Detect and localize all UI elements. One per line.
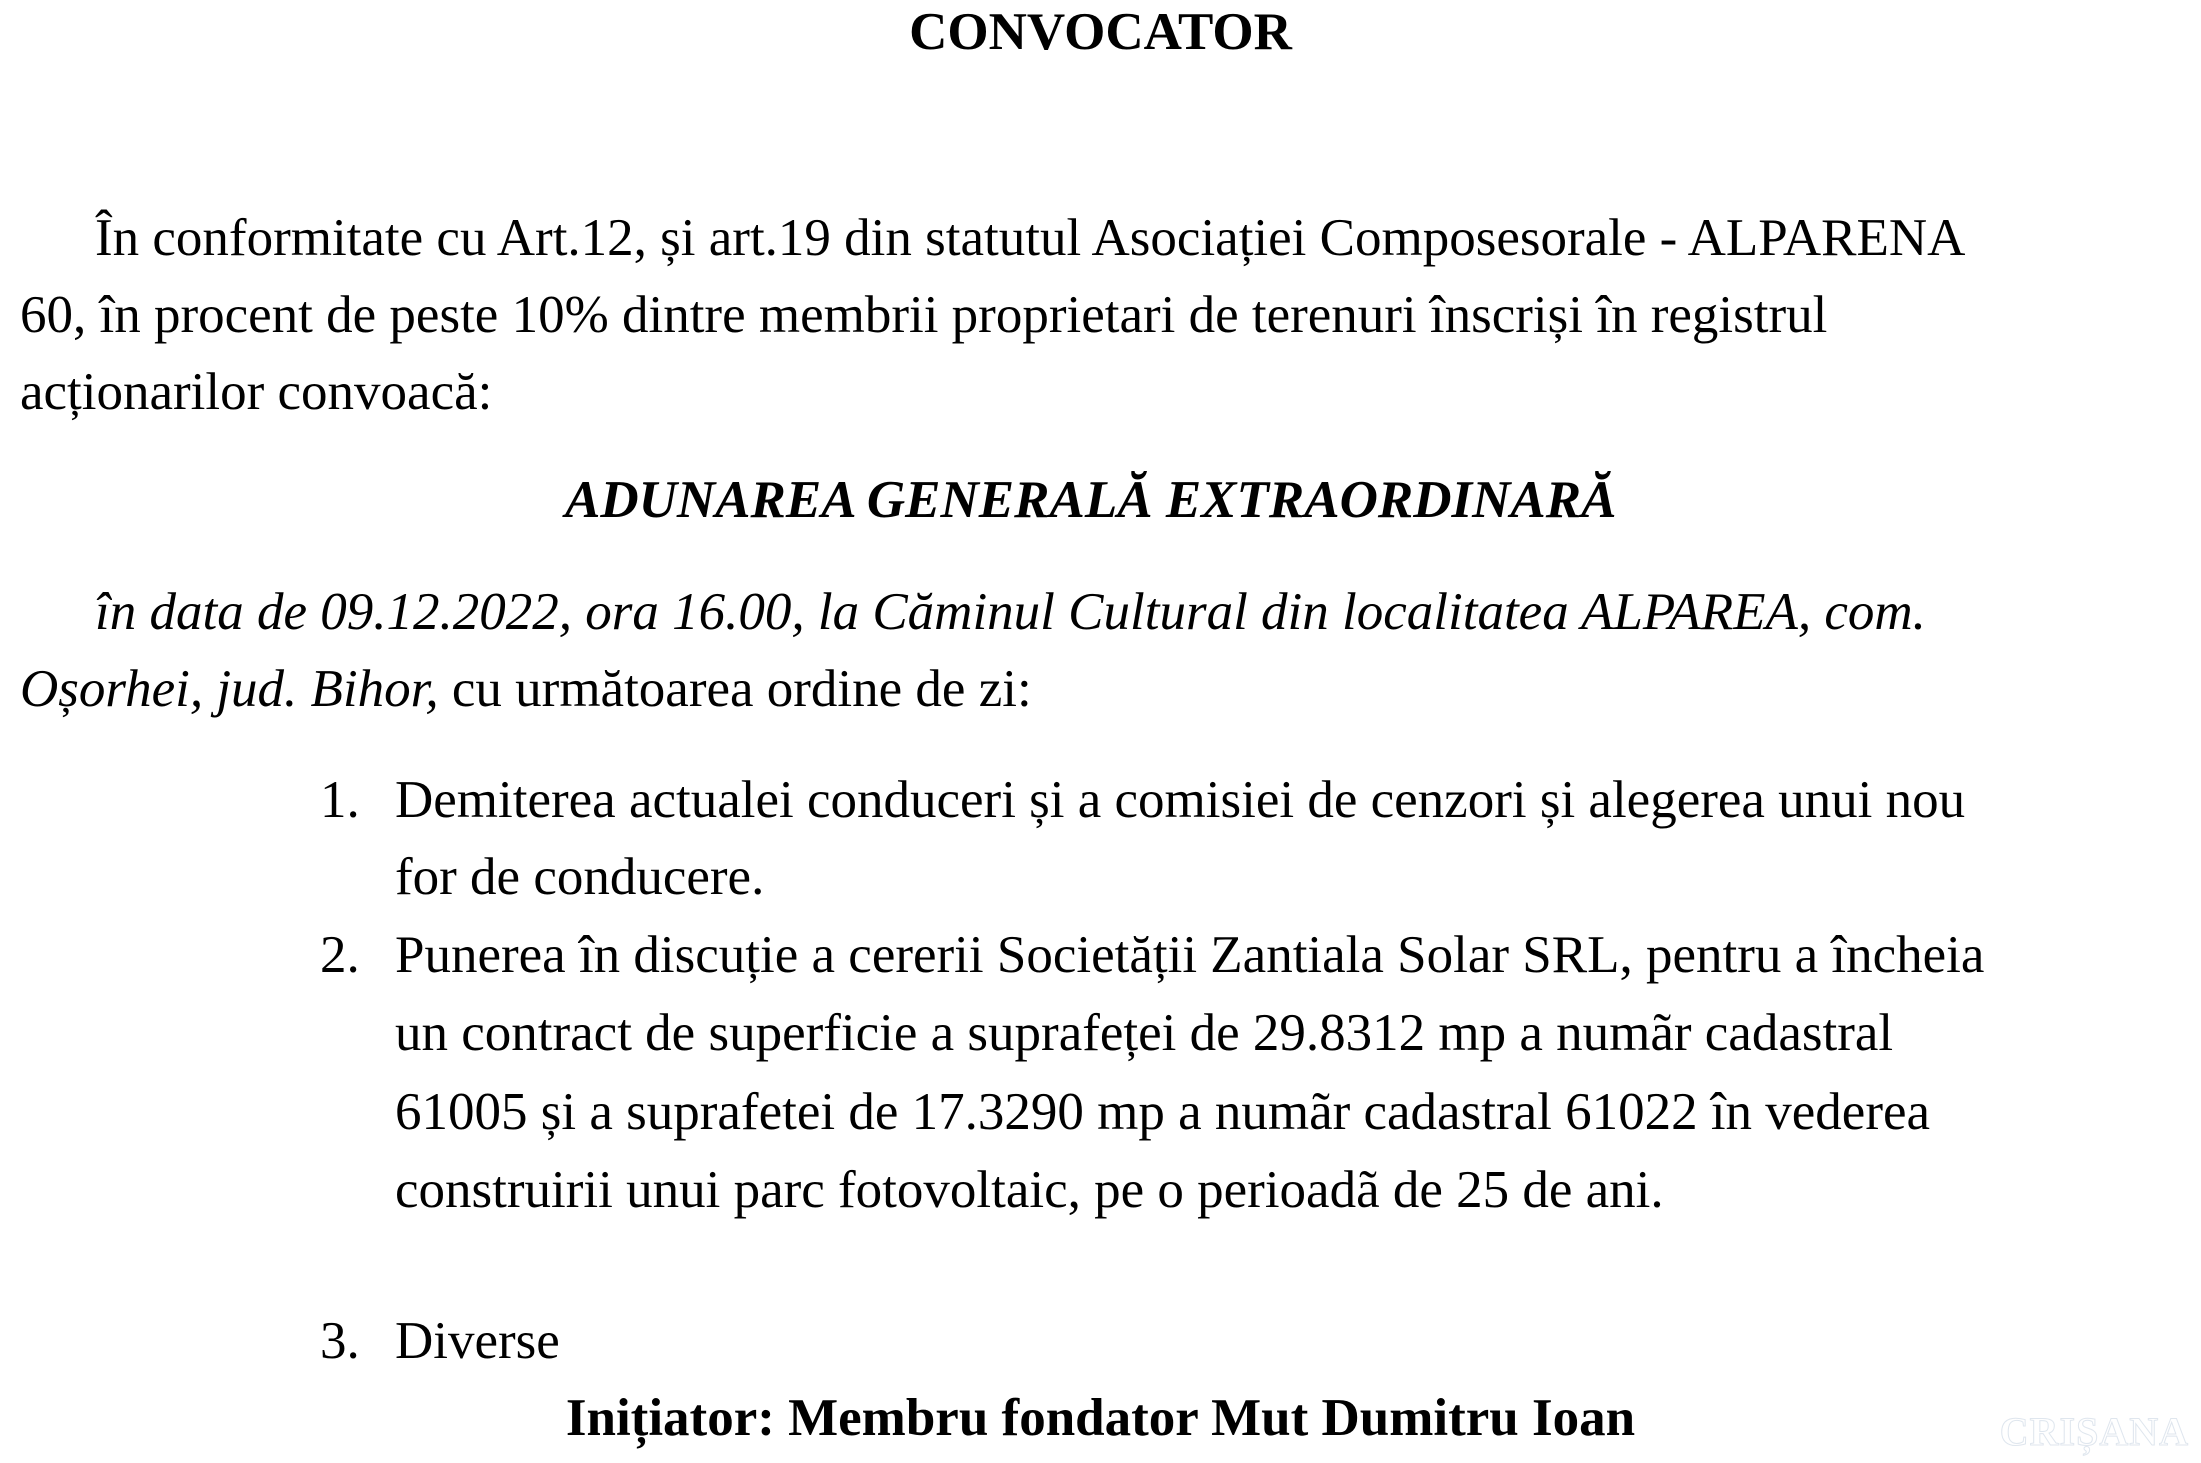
location-text: Oșorhei, jud. Bihor, xyxy=(20,660,439,718)
agenda-number: 2. xyxy=(320,926,360,984)
intro-line: În conformitate cu Art.12, și art.19 din statutul Asociației Composesorale - ALPARENA xyxy=(95,209,1966,267)
meeting-heading: ADUNAREA GENERALĂ EXTRAORDINARĂ xyxy=(565,471,1617,529)
agenda-item-line: 61005 și a suprafetei de 17.3290 mp a numãr cadastral 61022 în vederea xyxy=(395,1083,1931,1141)
agenda-item-line: Diverse xyxy=(395,1312,560,1370)
agenda-intro-text: cu următoarea ordine de zi: xyxy=(438,660,1032,718)
document-title: CONVOCATOR xyxy=(909,3,1292,61)
intro-line: acționarilor convoacă: xyxy=(20,363,493,421)
agenda-item-line: Punerea în discuție a cererii Societății Zantiala Solar SRL, pentru a încheia xyxy=(395,926,1985,984)
agenda-number: 1. xyxy=(320,771,360,829)
date-line: în data de 09.12.2022, ora 16.00, la Căminul Cultural din localitatea ALPAREA, com. xyxy=(95,583,1926,641)
agenda-number: 3. xyxy=(320,1312,360,1370)
agenda-item-line: construirii unui parc fotovoltaic, pe o perioadã de 25 de ani. xyxy=(395,1161,1664,1219)
date-line-2 xyxy=(20,659,1032,719)
agenda-item-line: for de conducere. xyxy=(395,848,765,906)
intro-line: 60, în procent de peste 10% dintre membrii proprietari de terenuri înscriși în registrul xyxy=(20,286,1828,344)
agenda-item-line: un contract de superficie a suprafeței de 29.8312 mp a numãr cadastral xyxy=(395,1004,1894,1062)
watermark-logo: CRIȘANA xyxy=(1999,1409,2189,1454)
initiator-signature: Inițiator: Membru fondator Mut Dumitru Ioan xyxy=(565,1389,1636,1447)
agenda-item-line: Demiterea actualei conduceri și a comisiei de cenzori și alegerea unui nou xyxy=(395,771,1966,829)
